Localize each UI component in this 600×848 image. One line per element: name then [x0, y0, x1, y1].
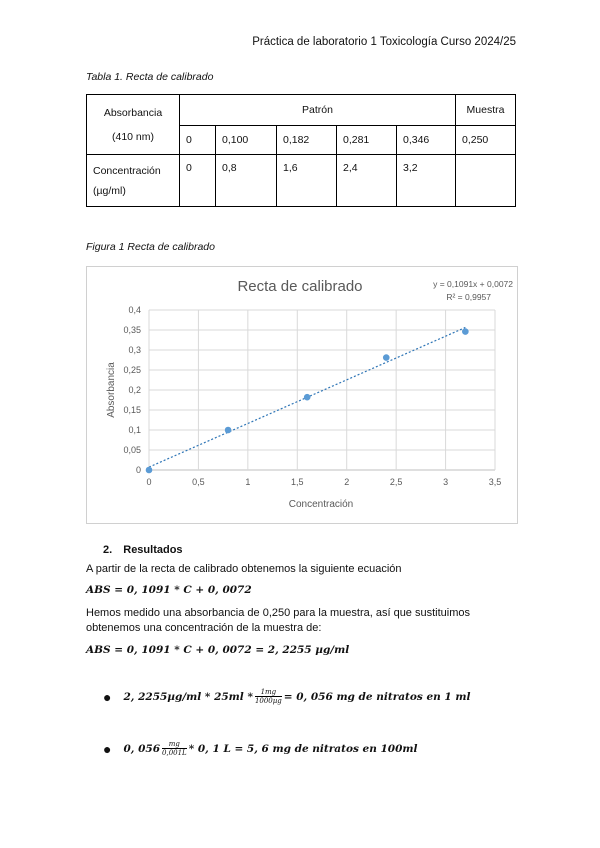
abs-cell: 0,100: [216, 126, 277, 155]
x-axis-label: Concentración: [288, 499, 354, 510]
x-tick-labels: [146, 477, 501, 487]
patron-header: Patrón: [180, 95, 456, 126]
x-tick-label: 3,5: [488, 477, 502, 487]
x-tick-label: 0,5: [192, 477, 205, 487]
data-point: [304, 394, 311, 401]
x-tick-label: 1,5: [291, 477, 304, 487]
bullet-2-fraction: [162, 740, 187, 757]
absorbance-header-cell: [87, 95, 180, 155]
x-tick-label: 2: [344, 477, 350, 487]
chart-grid: [149, 310, 495, 470]
x-tick-label: 2,5: [389, 477, 403, 487]
results-intro: A partir de la recta de calibrado obtenemos la siguiente ecuación: [86, 563, 402, 575]
conc-cell: 0,8: [216, 155, 277, 207]
y-tick-label: 0,25: [123, 365, 141, 375]
muestra-header: Muestra: [456, 95, 516, 126]
bullet-item-1: [103, 688, 471, 705]
trendline-equation: y = 0,1091x + 0,0072: [433, 279, 513, 289]
bullet-1-left: 2, 2255µg/ml * 25ml *: [123, 690, 253, 703]
x-tick-label: 3: [443, 477, 449, 487]
bullet-2-left: 0, 056: [123, 742, 161, 755]
data-point: [225, 427, 232, 434]
table-caption: Tabla 1. Recta de calibrado: [86, 71, 214, 83]
bullet-1-fraction: [255, 688, 282, 705]
bullet-icon: ●: [103, 688, 112, 705]
data-point: [383, 354, 390, 361]
chart-svg: [87, 267, 517, 523]
results-heading: [103, 544, 183, 556]
concentration-label: Concentración: [93, 164, 161, 177]
bullet-2-numerator: mg: [162, 740, 187, 749]
equation-2: ABS = 0, 1091 * C + 0, 0072 = 2, 2255 µg/ml: [86, 644, 350, 656]
chart-title: Recta de calibrado: [237, 278, 363, 295]
y-tick-label: 0,4: [128, 305, 141, 315]
results-heading-text: Resultados: [123, 544, 183, 556]
data-point: [462, 328, 469, 335]
bullet-1-denominator: 1000µg: [254, 697, 282, 705]
y-tick-labels: [123, 305, 141, 475]
y-tick-label: 0,15: [123, 405, 141, 415]
wavelength-label: (410 nm): [111, 130, 154, 143]
y-tick-label: 0,35: [123, 325, 141, 335]
y-tick-label: 0,1: [128, 425, 141, 435]
bullet-1-right: = 0, 056 mg de nitratos en 1 ml: [283, 690, 471, 703]
y-axis-label: Absorbancia: [106, 362, 117, 418]
page-header: Práctica de laboratorio 1 Toxicología Curso 2024/25: [252, 36, 516, 48]
y-tick-label: 0,3: [128, 345, 141, 355]
conc-cell: 3,2: [397, 155, 456, 207]
bullet-2-denominator: 0,001L: [162, 749, 187, 757]
figure-caption: Figura 1 Recta de calibrado: [86, 241, 215, 253]
concentration-unit: (µg/ml): [93, 184, 126, 197]
paragraph-line-2: obtenemos una concentración de la muestra de:: [86, 622, 322, 634]
paragraph-line-1: Hemos medido una absorbancia de 0,250 para la muestra, así que sustituimos: [86, 607, 470, 619]
abs-cell: 0,346: [397, 126, 456, 155]
absorbance-label: Absorbancia: [103, 106, 163, 119]
conc-cell: 0: [180, 155, 216, 207]
muestra-conc-cell: [456, 155, 516, 207]
x-tick-label: 0: [146, 477, 152, 487]
abs-cell: 0,182: [277, 126, 337, 155]
results-paragraph: [86, 606, 470, 636]
y-tick-label: 0,05: [123, 445, 141, 455]
bullet-1-numerator: 1mg: [255, 688, 282, 697]
y-tick-label: 0: [135, 465, 141, 475]
conc-cell: 2,4: [337, 155, 397, 207]
bullet-icon: ●: [103, 740, 112, 757]
r-squared-label: R² = 0,9957: [446, 292, 491, 302]
conc-cell: 1,6: [277, 155, 337, 207]
abs-cell: 0,281: [337, 126, 397, 155]
calibration-table: [86, 94, 516, 207]
muestra-value-cell: 0,250: [456, 126, 516, 155]
data-point: [146, 467, 153, 474]
x-tick-label: 1: [245, 477, 251, 487]
equation-1: ABS = 0, 1091 * C + 0, 0072: [86, 584, 252, 596]
bullet-item-2: [103, 740, 418, 757]
y-tick-label: 0,2: [128, 385, 141, 395]
concentration-header-cell: [87, 155, 180, 207]
abs-cell: 0: [180, 126, 216, 155]
results-heading-number: 2.: [103, 544, 113, 556]
bullet-2-right: * 0, 1 L = 5, 6 mg de nitratos en 100ml: [188, 742, 418, 755]
calibration-chart: [86, 266, 518, 524]
